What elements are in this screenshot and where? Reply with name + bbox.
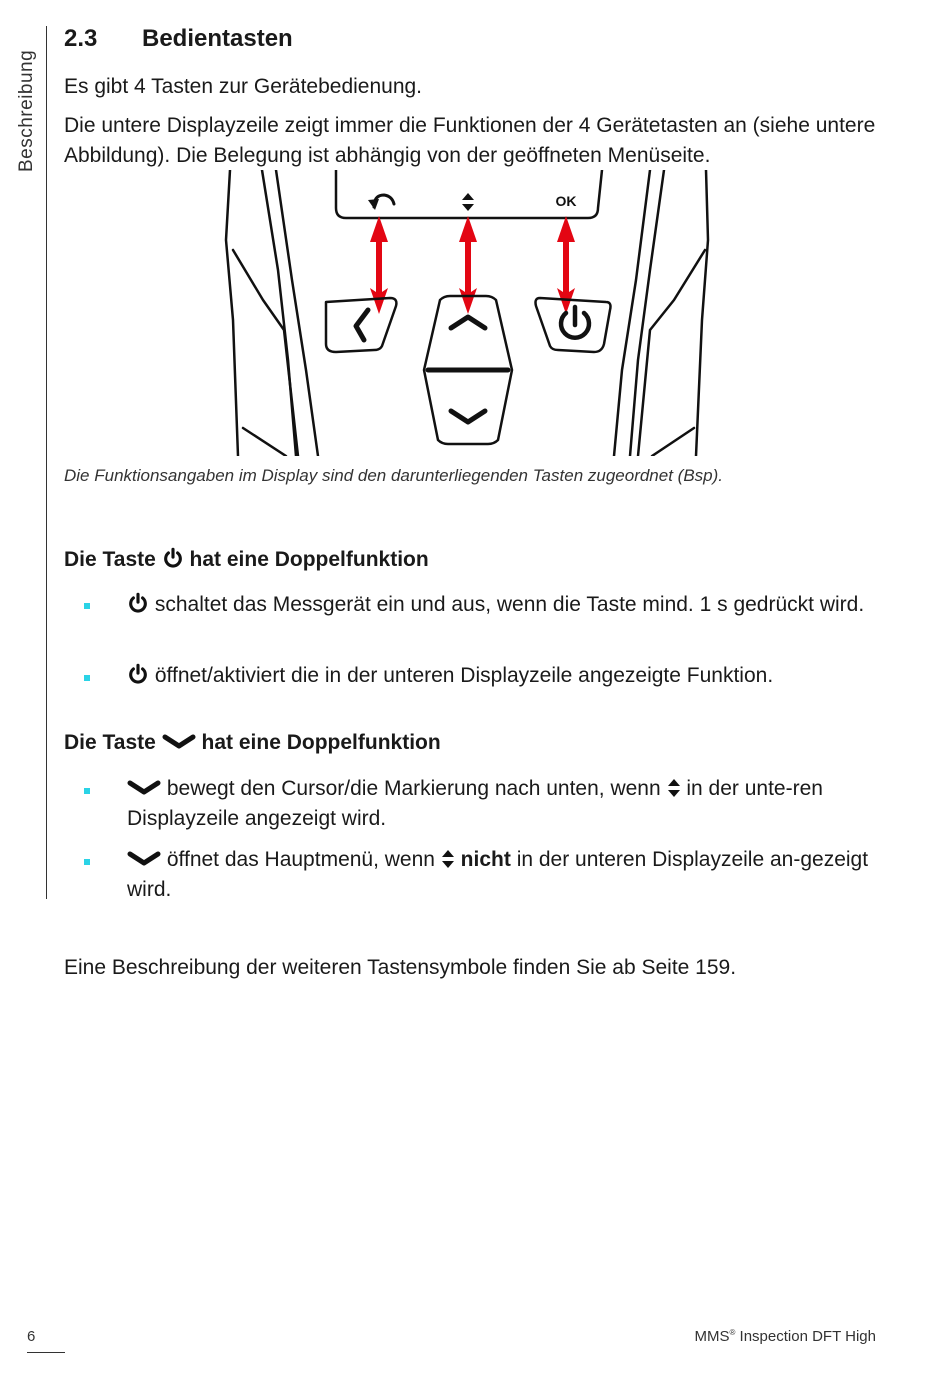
figure-caption: Die Funktionsangaben im Display sind den darunterliegenden Tasten zugeordnet (Bsp). (64, 466, 723, 485)
power-icon (127, 663, 149, 685)
display-up-down-icon (462, 193, 474, 211)
list-item-text-bold: nicht (460, 848, 511, 871)
power-icon (127, 592, 149, 614)
bullet-marker (84, 675, 90, 681)
footer-product: Inspection DFT High (735, 1328, 876, 1345)
left-key (326, 298, 396, 352)
list-item (127, 774, 887, 834)
list-item-text-post: in der unteren Displayzeile an-gezeigt wird. (127, 848, 869, 901)
section-number: 2.3 (64, 25, 98, 52)
page-number: 6 (27, 1328, 36, 1345)
intro-line-2: Die untere Displayzeile zeigt immer die Funktionen der 4 Gerätetasten an (siehe untere Abbildung). Die Belegung ist abhängig von der geöffneten Menüseite. (64, 114, 876, 167)
housing-contour-right-1 (630, 170, 664, 456)
list-item (127, 590, 887, 620)
section-heading (64, 25, 293, 53)
footer-rule (27, 1352, 65, 1353)
power-key-heading-pre: Die Taste (64, 548, 156, 571)
list-item-text: schaltet das Messgerät ein und aus, wenn die Taste mind. 1 s gedrückt wird. (154, 593, 865, 616)
housing-contour-left-1 (262, 170, 296, 456)
center-rocker-key (424, 296, 512, 444)
chevron-down-icon (127, 778, 161, 798)
housing-outline-left (226, 170, 238, 456)
side-label: Beschreibung (16, 49, 37, 172)
chevron-down-icon (127, 849, 161, 869)
bullet-marker (84, 603, 90, 609)
housing-contour-left-4 (243, 428, 286, 456)
device-keys-illustration (218, 170, 718, 456)
bullet-marker (84, 859, 90, 865)
list-item-text-post: in der unte-ren Displayzeile angezeigt wird. (127, 777, 823, 830)
list-item-text-pre: bewegt den Cursor/die Markierung nach unten, wenn (166, 777, 661, 800)
down-key-heading (64, 731, 441, 755)
bullet-marker (84, 788, 90, 794)
housing-contour-right-4 (652, 428, 694, 456)
power-key (536, 298, 611, 352)
power-icon (162, 547, 184, 569)
closing-paragraph: Eine Beschreibung der weiteren Tastensymbole finden Sie ab Seite 159. (64, 956, 737, 979)
list-item-text: öffnet/aktiviert die in der unteren Displayzeile angezeigte Funktion. (154, 664, 774, 687)
list-item (127, 661, 887, 691)
display-ok-label: OK (555, 193, 577, 209)
down-key-heading-pre: Die Taste (64, 731, 156, 754)
housing-outline-right (696, 170, 708, 456)
power-key-heading (64, 547, 429, 572)
section-title: Bedientasten (142, 25, 293, 52)
list-item-text-pre: öffnet das Hauptmenü, wenn (166, 848, 435, 871)
power-key-heading-post: hat eine Doppelfunktion (189, 548, 429, 571)
footer-brand: MMS (694, 1328, 730, 1345)
up-down-arrows-icon (441, 849, 455, 869)
intro-line-1: Es gibt 4 Tasten zur Gerätebedienung. (64, 75, 423, 98)
chevron-down-icon (162, 732, 196, 752)
up-down-arrows-icon (667, 778, 681, 798)
footer-title (694, 1328, 876, 1345)
down-key-heading-post: hat eine Doppelfunktion (201, 731, 441, 754)
registered-mark: ® (729, 1328, 736, 1337)
list-item (127, 845, 887, 905)
